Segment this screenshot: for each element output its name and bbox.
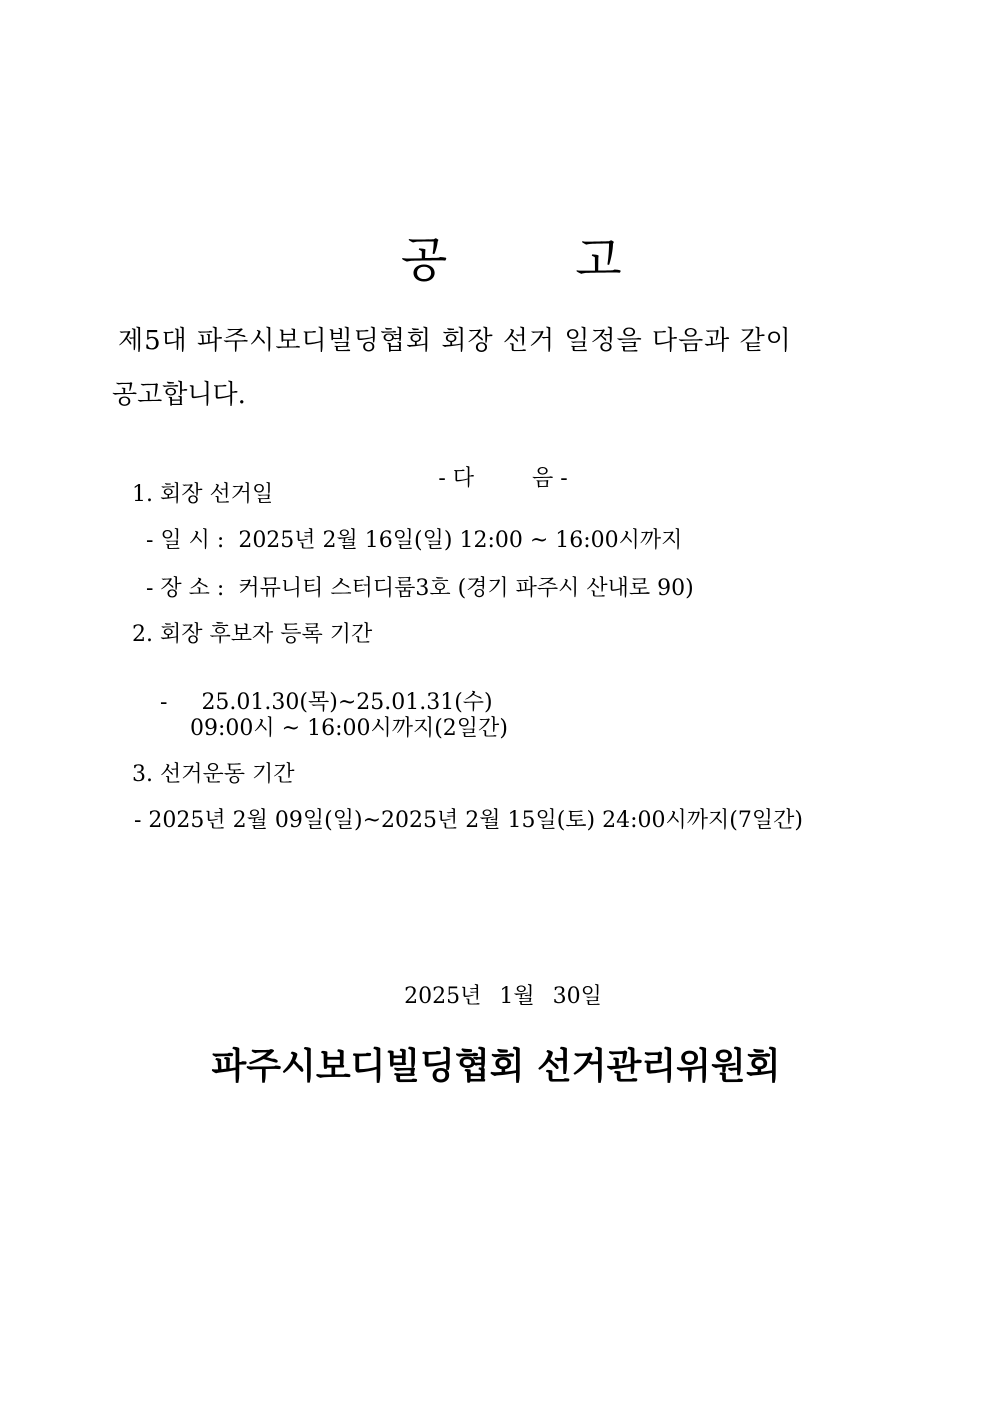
section-3-period: - 2025년 2월 09일(일)~2025년 2월 15일(토) 24:00시까지(7일간): [134, 808, 803, 833]
section-1-location: - 장 소 : 커뮤니티 스터디룸3호 (경기 파주시 산내로 90): [146, 576, 694, 601]
notice-date-year: 2025년: [404, 984, 482, 1009]
section-heading-right: 음 -: [532, 466, 568, 491]
intro-line-1: 제5대 파주시보디빌딩협회 회장 선거 일정을 다음과 같이: [118, 326, 792, 356]
section-3-heading: 3. 선거운동 기간: [132, 762, 295, 787]
section-2-dash: -: [160, 690, 168, 715]
title-char-2: 고: [575, 232, 622, 288]
notice-date-day: 30일: [552, 984, 602, 1009]
section-1-datetime: - 일 시 : 2025년 2월 16일(일) 12:00 ~ 16:00시까지: [146, 528, 683, 553]
notice-date-month: 1월: [499, 984, 535, 1009]
section-2-heading: 2. 회장 후보자 등록 기간: [132, 622, 373, 647]
organization-name: 파주시보디빌딩협회 선거관리위원회: [211, 1045, 781, 1087]
title-char-1: 공: [400, 232, 448, 288]
section-heading-left: - 다: [438, 466, 474, 491]
intro-line-2: 공고합니다.: [112, 380, 246, 410]
notice-date: [0, 964, 992, 1008]
section-2-dates: [146, 670, 493, 714]
section-2-times: 09:00시 ~ 16:00시까지(2일간): [190, 716, 508, 741]
page-title: [0, 188, 992, 288]
section-2-date-range: 25.01.30(목)~25.01.31(수): [201, 690, 493, 715]
section-1-heading: 1. 회장 선거일: [132, 482, 274, 507]
